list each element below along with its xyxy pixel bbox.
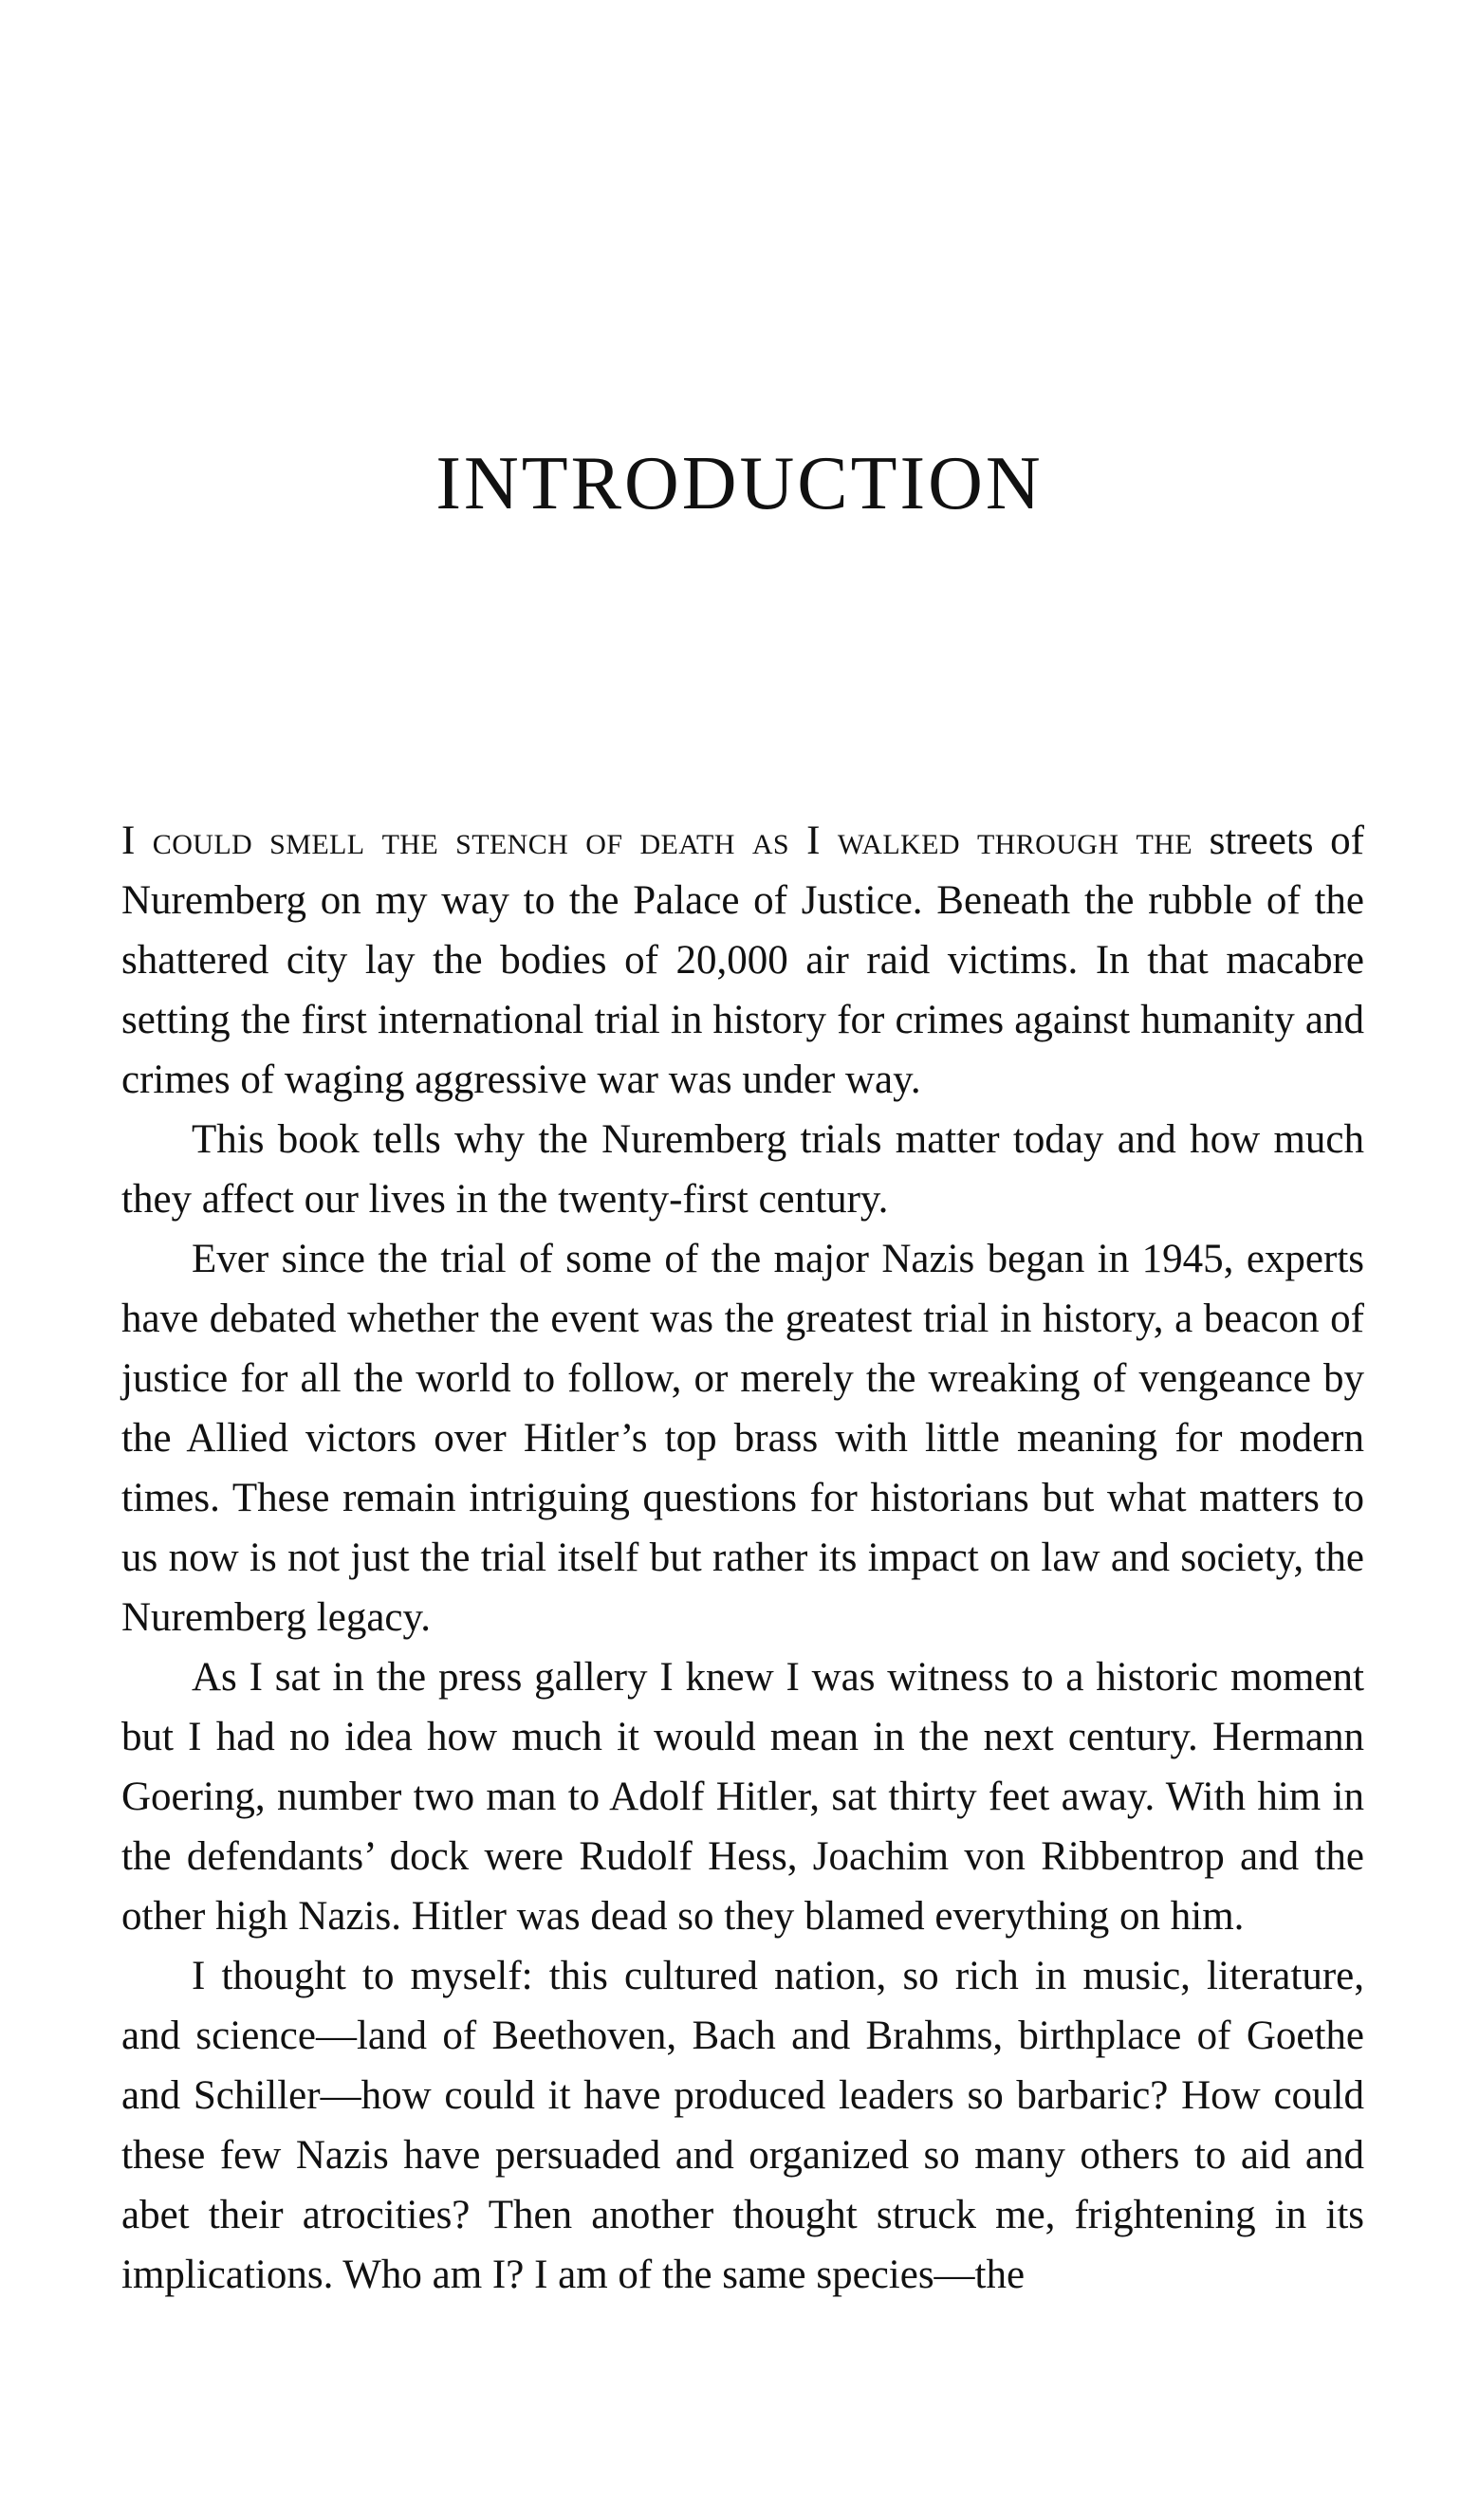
- body-text: [121, 811, 1364, 2305]
- small-caps-lead-in: I could smell the stench of death as I walked through the: [121, 819, 1192, 863]
- paragraph-1-text: streets of Nuremberg on my way to the Palace of Justice. Beneath the rubble of the shattered city lay the bodies of 20,000 air raid victims. In that macabre setting the first international trial in history for crimes against humanity and crimes of waging aggressive war was under way.: [121, 819, 1364, 1102]
- chapter-title: INTRODUCTION: [435, 442, 1044, 525]
- paragraph-5: I thought to myself: this cultured nation, so rich in music, literature, and science—land of Beethoven, Bach and Brahms, birthplace of Goethe and Schiller—how could it have produced leaders so barbaric? How could these few Nazis have persuaded and organized so many others to aid and abet their atrocities? Then another thought struck me, frightening in its implications. Who am I? I am of the same species—the: [121, 1954, 1364, 2297]
- paragraph-4: As I sat in the press gallery I knew I was witness to a historic moment but I had no idea how much it would mean in the next century. Hermann Goering, number two man to Adolf Hitler, sat thirty feet away. With him in the defendants’ dock were Rudolf Hess, Joachim von Ribbentrop and the other high Nazis. Hitler was dead so they blamed everything on him.: [121, 1655, 1364, 1939]
- paragraph-1: [121, 811, 1364, 1110]
- paragraph-2: This book tells why the Nuremberg trials matter today and how much they affect our lives in the twenty-first century.: [121, 1117, 1364, 1222]
- paragraph-3: Ever since the trial of some of the major Nazis began in 1945, experts have debated whether the event was the greatest trial in history, a beacon of justice for all the world to follow, or merely the wreaking of vengeance by the Allied victors over Hitler’s top brass with little meaning for modern times. These remain intriguing questions for historians but what matters to us now is not just the trial itself but rather its impact on law and society, the Nuremberg legacy.: [121, 1237, 1364, 1640]
